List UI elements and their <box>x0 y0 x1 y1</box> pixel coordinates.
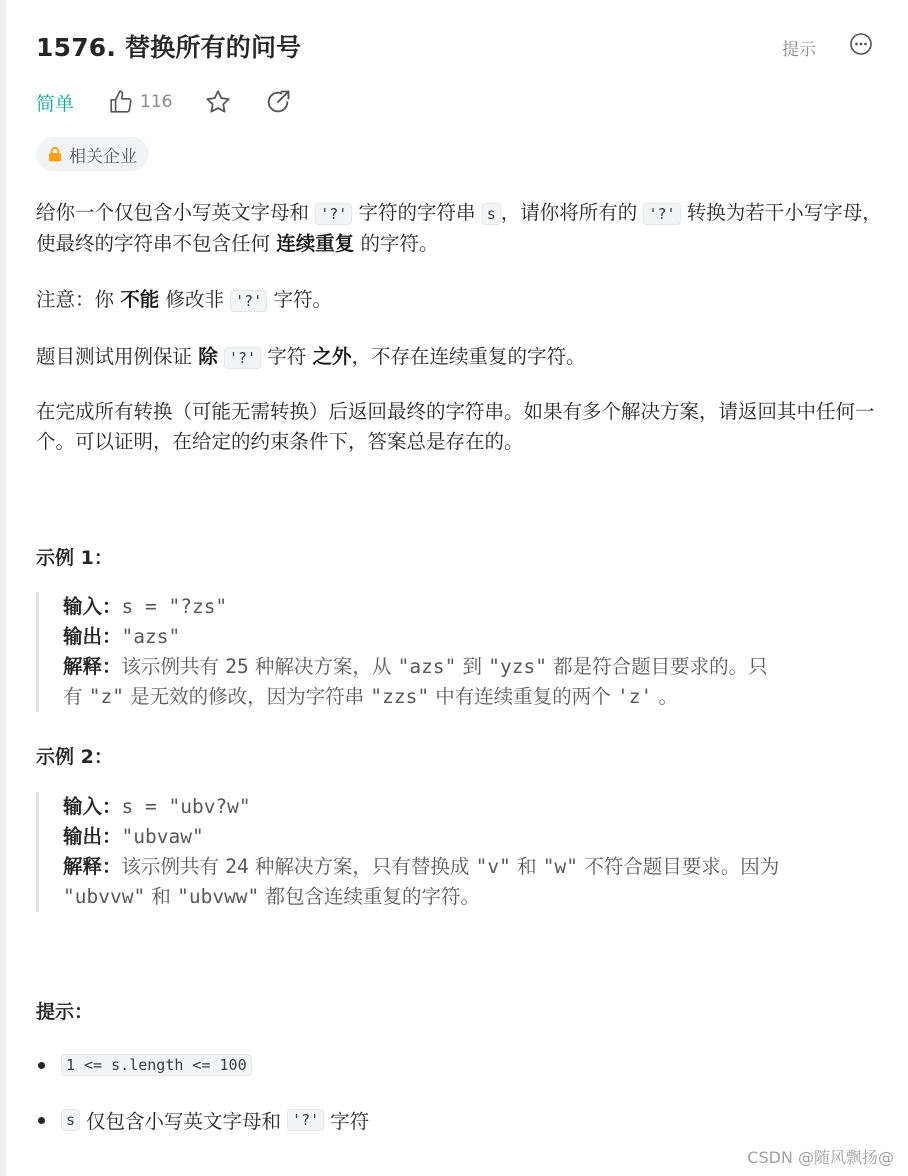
problem-header <box>36 28 876 68</box>
description-paragraph-1 <box>36 198 886 259</box>
share-icon <box>264 88 292 116</box>
example-input <box>63 792 886 822</box>
constraint-item <box>36 1105 369 1135</box>
number: 24 <box>225 855 249 878</box>
text: 字符 <box>330 1110 370 1133</box>
problem-meta <box>36 86 436 118</box>
example-explanation <box>63 652 886 682</box>
bullet <box>38 1117 45 1124</box>
favorite-button[interactable] <box>204 88 232 116</box>
example-explanation-line-2 <box>63 682 886 712</box>
more-icon <box>849 32 873 56</box>
bullet <box>38 1062 45 1069</box>
text: 不符合题目要求。因为 <box>584 855 780 878</box>
text: ，不存在连续重复的字符。 <box>351 345 586 368</box>
code-text: "z" <box>88 685 124 708</box>
number: 25 <box>225 655 249 678</box>
description-paragraph-2 <box>36 285 886 316</box>
code-text: "ubvvw" <box>63 885 146 908</box>
output-label: 输出： <box>63 625 122 648</box>
input-label: 输入： <box>63 595 122 618</box>
inline-code: s <box>61 1109 80 1131</box>
bold-text: 除 <box>198 345 218 368</box>
lock-icon <box>48 146 62 162</box>
inline-code: '?' <box>315 203 352 225</box>
code-text: "w" <box>542 855 579 878</box>
difficulty-badge: 简单 <box>36 93 75 115</box>
text: 都包含连续重复的字符。 <box>265 885 481 908</box>
company-tag[interactable] <box>36 137 149 171</box>
text: 字符 <box>267 345 307 368</box>
text: 字符。 <box>273 288 332 311</box>
example-explanation <box>63 852 886 882</box>
input-label: 输入： <box>63 795 122 818</box>
text: 是无效的修改，因为字符串 <box>130 685 365 708</box>
constraint-item <box>36 1050 252 1080</box>
text: 题目测试用例保证 <box>36 345 193 368</box>
output-value: "ubvaw" <box>121 825 204 848</box>
text: 。 <box>658 685 678 708</box>
bold-text: 连续重复 <box>276 232 355 255</box>
left-divider <box>0 0 6 1176</box>
text: 给你一个仅包含小写英文字母和 <box>36 201 310 224</box>
code-text: "v" <box>475 855 511 878</box>
text: 种解决方案，只有替换成 <box>254 855 470 878</box>
constraints-title: 提示： <box>36 1001 94 1023</box>
star-icon <box>204 88 232 116</box>
code-text: "zzs" <box>370 685 430 708</box>
text: 仅包含小写英文字母和 <box>86 1110 282 1133</box>
code-text: "ubvww" <box>177 885 260 908</box>
example-2-title: 示例 2： <box>36 746 113 768</box>
code-text: 'z' <box>617 685 653 708</box>
explain-label: 解释： <box>63 855 122 878</box>
text: 和 <box>517 855 537 878</box>
text: 都是符合题目要求的。只 <box>553 655 768 678</box>
output-value: "azs" <box>121 625 181 648</box>
example-explanation-line-2 <box>63 882 886 912</box>
bold-text: 不能 <box>120 288 160 311</box>
inline-code: '?' <box>230 290 267 312</box>
text: 到 <box>462 655 483 678</box>
page-title: 1576. 替换所有的问号 <box>36 33 302 62</box>
explain-label: 解释： <box>63 655 122 678</box>
example-output <box>63 822 886 852</box>
like-count: 116 <box>140 92 173 112</box>
share-button[interactable] <box>264 88 292 116</box>
hint-link[interactable]: 提示 <box>782 40 816 60</box>
text: 修改非 <box>165 288 224 311</box>
text: 转换为若干小写字母，使最终的字符串不包含任何 <box>36 201 882 255</box>
text: 中有连续重复的两个 <box>435 685 611 708</box>
text: 该示例共有 <box>121 855 220 878</box>
text: ，请你将所有的 <box>500 201 638 224</box>
text: 注意：你 <box>36 288 115 311</box>
input-value: s = "?zs" <box>121 595 228 618</box>
example-input <box>63 592 886 622</box>
example-1-title: 示例 1： <box>36 547 113 569</box>
text: 的字符。 <box>360 232 439 255</box>
like-icon <box>108 89 134 115</box>
inline-code: '?' <box>287 1109 324 1131</box>
output-label: 输出： <box>63 825 122 848</box>
input-value: s = "ubv?w" <box>121 795 251 818</box>
text: 和 <box>151 885 171 908</box>
bold-text: 之外 <box>312 345 352 368</box>
code-text: "azs" <box>397 655 457 678</box>
watermark: CSDN @随风飘扬@ <box>747 1148 894 1167</box>
like-button[interactable] <box>108 86 172 118</box>
inline-code: '?' <box>643 203 680 225</box>
example-2-block <box>36 792 886 912</box>
example-output <box>63 622 886 652</box>
example-1-block <box>36 592 886 712</box>
text: 该示例共有 <box>121 655 220 678</box>
text: 有 <box>63 685 83 708</box>
description-paragraph-3 <box>36 342 886 373</box>
code-text: "yzs" <box>488 655 547 678</box>
company-tag-label: 相关企业 <box>69 146 137 167</box>
text: 种解决方案，从 <box>254 655 392 678</box>
inline-code: 1 <= s.length <= 100 <box>61 1054 252 1076</box>
inline-code: '?' <box>224 347 261 369</box>
more-button[interactable] <box>849 32 873 56</box>
inline-code: s <box>482 203 501 225</box>
description-paragraph-4: 在完成所有转换（可能无需转换）后返回最终的字符串。如果有多个解决方案，请返回其中任何一个。可以证明，在给定的约束条件下，答案总是存在的。 <box>36 400 875 453</box>
text: 字符的字符串 <box>358 201 476 224</box>
